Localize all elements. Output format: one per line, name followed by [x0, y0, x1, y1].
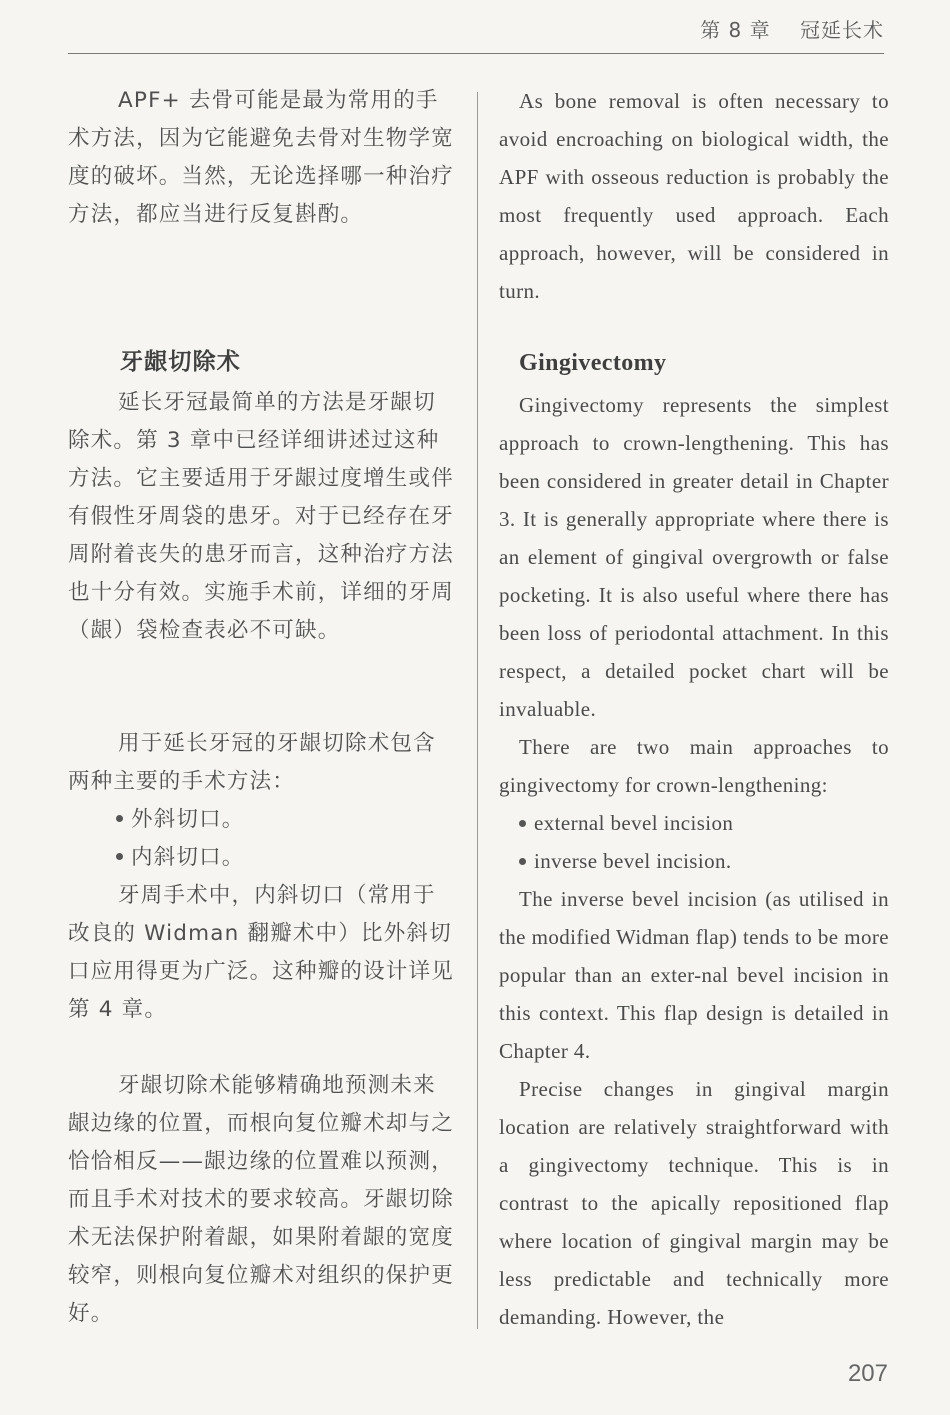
bullet-dot-icon	[116, 815, 123, 822]
zh-paragraph-5	[68, 1067, 456, 1333]
en-p2-text: Gingivectomy represents the simplest approach to crown-lengthening. This has been considered in greater detail in Chapter 3. It is generally appropriate where there is an element of gingival overgrowth or false pocketing. It is also useful where there has been loss of periodontal attachment. In this respect, a detailed pocket chart will be invaluable.	[499, 393, 889, 721]
en-p3-text: There are two main approaches to gingivectomy for crown-lengthening:	[499, 735, 889, 797]
en-p4-text: The inverse bevel incision (as utilised in the modified Widman flap) tends to be more popular than an exter-nal bevel incision in this context. This flap design is detailed in Chapter 4.	[499, 887, 889, 1063]
zh-p4-text: 牙周手术中，内斜切口（常用于改良的 Widman 翻瓣术中）比外斜切口应用得更为广泛。这种瓣的设计详见第 4 章。	[68, 883, 454, 1022]
en-p1-text: As bone removal is often necessary to avoid encroaching on biological width, the APF with osseous reduction is probably the most frequently used approach. Each approach, however, will be considered in turn.	[499, 89, 889, 303]
zh-paragraph-1	[68, 82, 456, 234]
en-bullet-1	[499, 804, 889, 842]
bullet-dot-icon	[519, 820, 526, 827]
zh-bullet-2	[68, 839, 456, 877]
bullet-dot-icon	[116, 853, 123, 860]
en-bullet-2	[499, 842, 889, 880]
zh-section-heading	[68, 343, 456, 381]
en-bullet-1-text: external bevel incision	[534, 811, 734, 835]
en-paragraph-1	[499, 82, 889, 310]
en-paragraph-2	[499, 386, 889, 1336]
en-p5-text: Precise changes in gingival margin location are relatively straightforward with a gingivectomy technique. This is in contrast to the apically repositioned flap where location of gingival margin may be less predictable and technically more demanding. However, the	[499, 1077, 889, 1329]
chapter-number: 第 8 章	[700, 18, 771, 42]
zh-bullet-1-text: 外斜切口。	[131, 807, 245, 832]
zh-p5-text: 牙龈切除术能够精确地预测未来龈边缘的位置，而根向复位瓣术却与之恰恰相反——龈边缘的位置难以预测，而且手术对技术的要求较高。牙龈切除术无法保护附着龈，如果附着龈的宽度较窄，则根向复位瓣术对组织的保护更好。	[68, 1073, 454, 1326]
zh-bullet-2-text: 内斜切口。	[131, 845, 245, 870]
page-number: 207	[847, 1360, 888, 1387]
en-section-heading	[499, 344, 889, 382]
chinese-column	[68, 0, 456, 1415]
zh-p3-text: 用于延长牙冠的牙龈切除术包含两种主要的手术方法：	[68, 731, 436, 794]
en-heading-text: Gingivectomy	[519, 350, 667, 376]
zh-bullet-1	[68, 801, 456, 839]
chapter-title: 冠延长术	[800, 18, 884, 42]
bullet-dot-icon	[519, 858, 526, 865]
zh-paragraph-3	[68, 725, 456, 1029]
column-divider	[477, 92, 478, 1329]
english-column	[499, 0, 889, 1415]
zh-heading-text: 牙龈切除术	[120, 349, 241, 375]
zh-p1-text: APF+ 去骨可能是最为常用的手术方法，因为它能避免去骨对生物学宽度的破坏。当然，无论选择哪一种治疗方法，都应当进行反复斟酌。	[68, 88, 454, 227]
zh-paragraph-2	[68, 384, 456, 650]
en-bullet-2-text: inverse bevel incision.	[534, 849, 732, 873]
zh-p2-text: 延长牙冠最简单的方法是牙龈切除术。第 3 章中已经详细讲述过这种方法。它主要适用于牙龈过度增生或伴有假性牙周袋的患牙。对于已经存在牙周附着丧失的患牙而言，这种治疗方法也十分有效。实施手术前，详细的牙周（龈）袋检查表必不可缺。	[68, 390, 454, 643]
